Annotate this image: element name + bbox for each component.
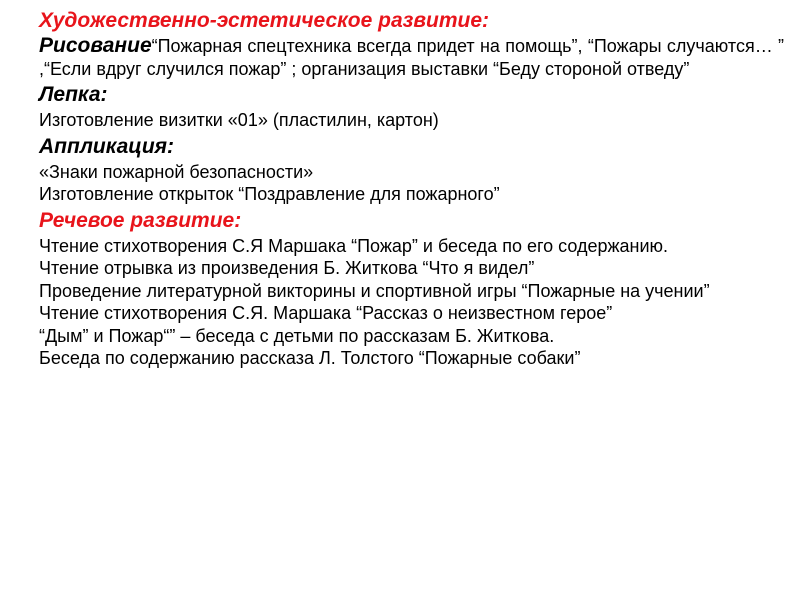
applique-item: Изготовление открыток “Поздравление для пожарного”: [39, 184, 500, 204]
applique-heading: Аппликация:: [39, 134, 175, 158]
drawing-text: “Пожарная спецтехника всегда придет на помощь”, “Пожары случаются… ” ,“Если вдруг случился пожар” ; организация выставки “Беду стороной отведу”: [39, 36, 784, 79]
section-heading-speech: Речевое развитие:: [39, 208, 242, 232]
speech-item: “Дым” и Пожар“” – беседа с детьми по рассказам Б. Житкова.: [39, 325, 555, 346]
speech-item: Чтение стихотворения С.Я. Маршака “Рассказ о неизвестном герое”: [39, 303, 613, 323]
slide-content: [39, 6, 784, 370]
modeling-text: Изготовление визитки «01» (пластилин, картон): [39, 110, 439, 130]
speech-item: Чтение стихотворения С.Я Маршака “Пожар” и беседа по его содержанию.: [39, 235, 669, 256]
drawing-label: Рисование: [39, 34, 152, 57]
applique-item: «Знаки пожарной безопасности»: [39, 161, 314, 182]
drawing-paragraph: [39, 35, 784, 80]
speech-item: Беседа по содержанию рассказа Л. Толстого “Пожарные собаки”: [39, 348, 581, 368]
speech-item: Чтение отрывка из произведения Б. Житкова “Что я видел”: [39, 258, 535, 278]
modeling-heading: Лепка:: [39, 83, 108, 106]
section-heading-art: Художественно-эстетическое развитие:: [39, 9, 490, 32]
speech-item: Проведение литературной викторины и спортивной игры “Пожарные на учении”: [39, 280, 710, 301]
